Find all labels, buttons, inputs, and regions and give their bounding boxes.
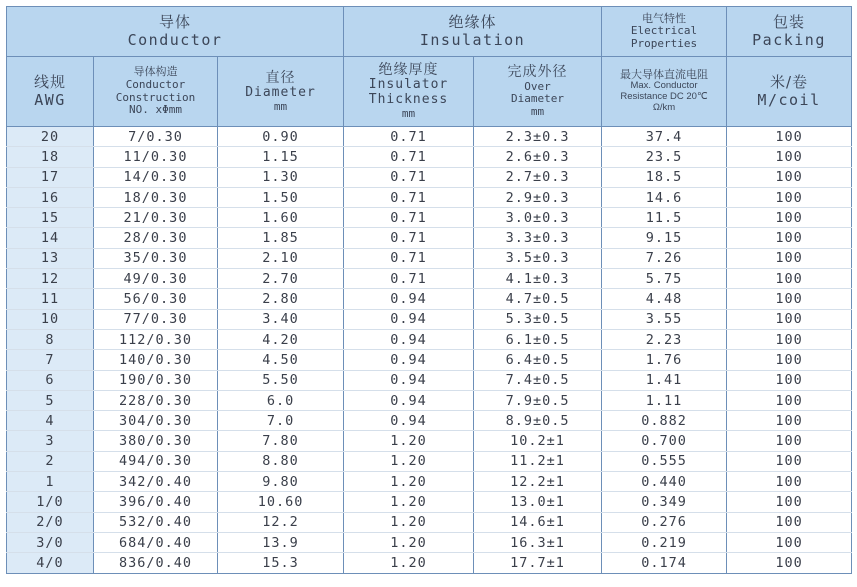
resistance-cell: 23.5 [602,147,727,167]
diameter-cell: 9.80 [218,472,344,492]
thickness-header [344,57,474,127]
thickness-cell: 1.20 [344,472,474,492]
coil-cell: 100 [727,127,852,147]
resistance-cell: 0.882 [602,411,727,431]
thickness-cell: 1.20 [344,451,474,471]
construction-cell: 56/0.30 [94,289,218,309]
coil-cell: 100 [727,431,852,451]
table-row [7,269,852,289]
over-diameter-cell: 3.0±0.3 [474,208,602,228]
diameter-cell: 13.9 [218,532,344,552]
header-column-row [7,57,852,127]
table-row [7,431,852,451]
coil-cell: 100 [727,208,852,228]
construction-cell: 28/0.30 [94,228,218,248]
diameter-cell: 1.50 [218,187,344,207]
awg-cell: 5 [7,390,94,410]
table-row [7,553,852,573]
diameter-cell: 6.0 [218,390,344,410]
construction-cell: 380/0.30 [94,431,218,451]
construction-cell: 342/0.40 [94,472,218,492]
packing-zh: 包装 [773,13,806,32]
thickness-zh: 绝缘厚度 [378,62,439,79]
thickness-cell: 0.71 [344,269,474,289]
awg-en: AWG [34,90,66,109]
over-diameter-en-2: Diameter [511,92,564,106]
construction-cell: 304/0.30 [94,411,218,431]
over-diameter-cell: 16.3±1 [474,532,602,552]
resistance-cell: 1.11 [602,390,727,410]
construction-cell: 112/0.30 [94,329,218,349]
construction-cell: 14/0.30 [94,167,218,187]
construction-en-1: Conductor [125,77,186,91]
coil-header [727,57,852,127]
coil-cell: 100 [727,289,852,309]
coil-cell: 100 [727,269,852,289]
table-row [7,167,852,187]
resistance-unit: Ω/km [652,102,676,114]
table-row [7,492,852,512]
table-row [7,370,852,390]
coil-cell: 100 [727,228,852,248]
awg-cell: 14 [7,228,94,248]
diameter-cell: 3.40 [218,309,344,329]
resistance-cell: 0.440 [602,472,727,492]
awg-cell: 17 [7,167,94,187]
coil-cell: 100 [727,512,852,532]
table-row [7,147,852,167]
diameter-cell: 7.0 [218,411,344,431]
construction-cell: 18/0.30 [94,187,218,207]
table-row [7,472,852,492]
over-diameter-en-1: Over [524,79,551,93]
over-diameter-cell: 17.7±1 [474,553,602,573]
coil-cell: 100 [727,309,852,329]
thickness-en-1: Insulator [368,77,449,93]
over-diameter-cell: 5.3±0.5 [474,309,602,329]
table-row [7,532,852,552]
spec-table-container [6,6,851,574]
conductor-group-header [7,7,344,57]
awg-cell: 2 [7,451,94,471]
coil-cell: 100 [727,248,852,268]
construction-unit: NO. xΦmm [129,103,182,117]
over-diameter-cell: 8.9±0.5 [474,411,602,431]
thickness-cell: 0.71 [344,208,474,228]
resistance-en-1: Max. Conductor [630,80,698,92]
coil-cell: 100 [727,492,852,512]
coil-cell: 100 [727,472,852,492]
table-row [7,187,852,207]
diameter-cell: 1.60 [218,208,344,228]
diameter-cell: 0.90 [218,127,344,147]
over-diameter-cell: 7.4±0.5 [474,370,602,390]
thickness-cell: 1.20 [344,431,474,451]
awg-cell: 6 [7,370,94,390]
resistance-cell: 1.41 [602,370,727,390]
table-row [7,248,852,268]
thickness-cell: 0.71 [344,228,474,248]
over-diameter-cell: 10.2±1 [474,431,602,451]
thickness-cell: 0.71 [344,167,474,187]
resistance-cell: 0.700 [602,431,727,451]
diameter-cell: 5.50 [218,370,344,390]
electrical-en-2: Properties [630,36,698,50]
over-diameter-cell: 3.5±0.3 [474,248,602,268]
over-diameter-cell: 4.7±0.5 [474,289,602,309]
thickness-cell: 0.94 [344,350,474,370]
over-diameter-cell: 14.6±1 [474,512,602,532]
diameter-zh: 直径 [265,69,296,86]
construction-cell: 228/0.30 [94,390,218,410]
coil-cell: 100 [727,451,852,471]
table-row [7,411,852,431]
over-diameter-cell: 6.1±0.5 [474,329,602,349]
resistance-cell: 0.174 [602,553,727,573]
conductor-zh: 导体 [159,13,192,32]
diameter-cell: 4.20 [218,329,344,349]
coil-zh: 米/卷 [769,73,809,92]
awg-cell: 4 [7,411,94,431]
thickness-cell: 1.20 [344,553,474,573]
construction-header [94,57,218,127]
over-diameter-cell: 3.3±0.3 [474,228,602,248]
table-row [7,289,852,309]
table-row [7,451,852,471]
construction-cell: 21/0.30 [94,208,218,228]
resistance-cell: 4.48 [602,289,727,309]
table-row [7,208,852,228]
diameter-cell: 2.10 [218,248,344,268]
over-diameter-cell: 2.7±0.3 [474,167,602,187]
table-row [7,329,852,349]
diameter-cell: 8.80 [218,451,344,471]
diameter-cell: 1.30 [218,167,344,187]
thickness-cell: 0.71 [344,147,474,167]
thickness-cell: 0.71 [344,248,474,268]
electrical-en-1: Electrical [630,24,698,38]
diameter-header [218,57,344,127]
awg-cell: 12 [7,269,94,289]
diameter-cell: 15.3 [218,553,344,573]
spec-table-body [7,127,852,574]
resistance-header [602,57,727,127]
awg-cell: 1/0 [7,492,94,512]
construction-cell: 532/0.40 [94,512,218,532]
awg-cell: 8 [7,329,94,349]
resistance-cell: 0.555 [602,451,727,471]
resistance-zh: 最大导体直流电阻 [620,67,709,81]
resistance-cell: 18.5 [602,167,727,187]
coil-cell: 100 [727,329,852,349]
thickness-cell: 1.20 [344,532,474,552]
resistance-cell: 2.23 [602,329,727,349]
awg-cell: 3 [7,431,94,451]
construction-en-2: Construction [115,90,196,104]
resistance-cell: 0.219 [602,532,727,552]
thickness-cell: 0.94 [344,329,474,349]
table-row [7,390,852,410]
diameter-cell: 7.80 [218,431,344,451]
awg-header [7,57,94,127]
table-row [7,228,852,248]
table-row [7,309,852,329]
over-diameter-cell: 2.3±0.3 [474,127,602,147]
electrical-group-header [602,7,727,57]
awg-cell: 13 [7,248,94,268]
electrical-zh: 电气特性 [642,11,687,25]
awg-cell: 4/0 [7,553,94,573]
over-diameter-zh: 完成外径 [507,64,568,81]
construction-cell: 7/0.30 [94,127,218,147]
awg-cell: 1 [7,472,94,492]
coil-cell: 100 [727,350,852,370]
diameter-cell: 12.2 [218,512,344,532]
awg-cell: 2/0 [7,512,94,532]
over-diameter-cell: 13.0±1 [474,492,602,512]
diameter-cell: 10.60 [218,492,344,512]
resistance-cell: 14.6 [602,187,727,207]
awg-zh: 线规 [33,73,66,92]
coil-cell: 100 [727,553,852,573]
coil-cell: 100 [727,390,852,410]
awg-cell: 7 [7,350,94,370]
thickness-cell: 0.94 [344,289,474,309]
over-diameter-cell: 2.6±0.3 [474,147,602,167]
diameter-en: Diameter [245,84,316,100]
table-row [7,512,852,532]
diameter-cell: 1.15 [218,147,344,167]
resistance-cell: 7.26 [602,248,727,268]
over-diameter-unit: mm [530,104,545,118]
awg-cell: 18 [7,147,94,167]
resistance-en-2: Resistance DC 20℃ [620,91,708,103]
awg-cell: 20 [7,127,94,147]
construction-cell: 77/0.30 [94,309,218,329]
construction-cell: 836/0.40 [94,553,218,573]
thickness-cell: 0.71 [344,127,474,147]
thickness-en-2: Thickness [368,92,449,108]
diameter-cell: 1.85 [218,228,344,248]
thickness-cell: 0.71 [344,187,474,207]
packing-en: Packing [752,30,826,49]
coil-en: M/coil [757,90,821,109]
thickness-cell: 0.94 [344,411,474,431]
resistance-cell: 0.276 [602,512,727,532]
resistance-cell: 1.76 [602,350,727,370]
construction-cell: 140/0.30 [94,350,218,370]
conductor-en: Conductor [127,30,223,49]
coil-cell: 100 [727,411,852,431]
coil-cell: 100 [727,167,852,187]
construction-cell: 494/0.30 [94,451,218,471]
awg-cell: 15 [7,208,94,228]
coil-cell: 100 [727,147,852,167]
table-row [7,127,852,147]
over-diameter-cell: 11.2±1 [474,451,602,471]
insulation-zh: 绝缘体 [448,13,497,32]
diameter-cell: 2.70 [218,269,344,289]
diameter-cell: 2.80 [218,289,344,309]
resistance-cell: 9.15 [602,228,727,248]
thickness-cell: 1.20 [344,512,474,532]
over-diameter-cell: 12.2±1 [474,472,602,492]
packing-group-header [727,7,852,57]
construction-cell: 11/0.30 [94,147,218,167]
thickness-cell: 0.94 [344,370,474,390]
awg-cell: 3/0 [7,532,94,552]
over-diameter-cell: 7.9±0.5 [474,390,602,410]
insulation-en: Insulation [419,30,526,49]
over-diameter-cell: 6.4±0.5 [474,350,602,370]
header-group-row [7,7,852,57]
wire-spec-table [6,6,852,574]
thickness-cell: 1.20 [344,492,474,512]
insulation-group-header [344,7,602,57]
resistance-cell: 37.4 [602,127,727,147]
coil-cell: 100 [727,370,852,390]
resistance-cell: 5.75 [602,269,727,289]
construction-cell: 396/0.40 [94,492,218,512]
coil-cell: 100 [727,187,852,207]
construction-cell: 684/0.40 [94,532,218,552]
construction-cell: 190/0.30 [94,370,218,390]
coil-cell: 100 [727,532,852,552]
construction-cell: 35/0.30 [94,248,218,268]
resistance-cell: 3.55 [602,309,727,329]
construction-zh: 导体构造 [133,65,178,79]
awg-cell: 11 [7,289,94,309]
over-diameter-cell: 2.9±0.3 [474,187,602,207]
diameter-cell: 4.50 [218,350,344,370]
diameter-unit: mm [273,99,288,113]
over-diameter-cell: 4.1±0.3 [474,269,602,289]
construction-cell: 49/0.30 [94,269,218,289]
thickness-unit: mm [401,107,416,121]
table-row [7,350,852,370]
resistance-cell: 11.5 [602,208,727,228]
thickness-cell: 0.94 [344,390,474,410]
resistance-cell: 0.349 [602,492,727,512]
awg-cell: 10 [7,309,94,329]
thickness-cell: 0.94 [344,309,474,329]
awg-cell: 16 [7,187,94,207]
over-diameter-header [474,57,602,127]
